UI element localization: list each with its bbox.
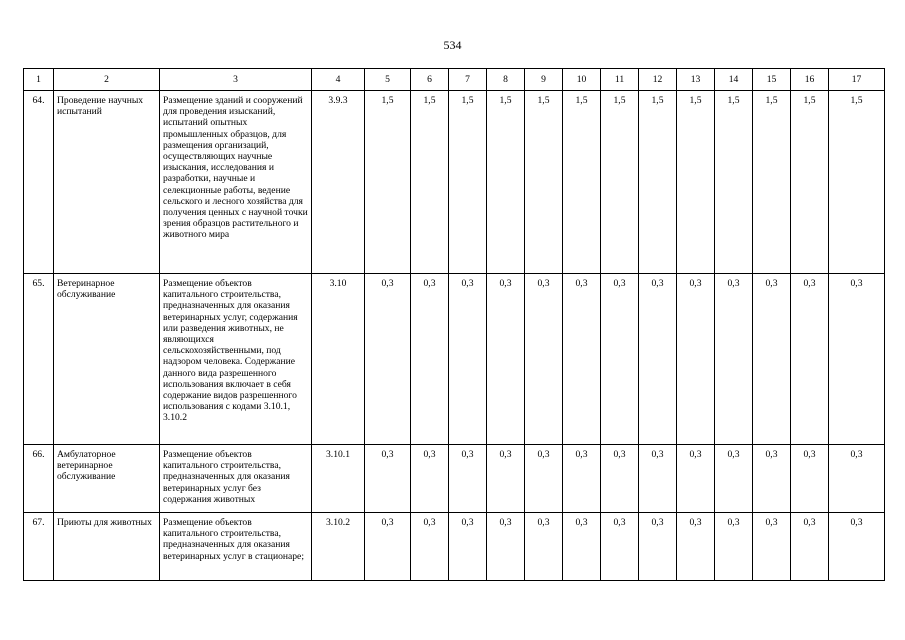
row-number: 64. [24,91,54,274]
value-cell: 0,3 [791,274,829,445]
value-cell: 0,3 [677,445,715,513]
row-number: 65. [24,274,54,445]
use-type-description: Размещение объектов капитального строительства, предназначенных для оказания ветеринарных услуг, содержания или разведения животных, не являющихся сельскохозяйственными, под надзором человека. Содержание данного вида разрешенного использования включает в себя содержание видов разрешенного использования с кодами 3.10.1, 3.10.2 [160,274,312,445]
use-type-name: Проведение научных испытаний [54,91,160,274]
value-cell: 0,3 [639,513,677,581]
column-header: 3 [160,69,312,91]
value-cell: 0,3 [715,274,753,445]
value-cell: 1,5 [601,91,639,274]
page-number: 534 [443,38,462,52]
value-cell: 1,5 [411,91,449,274]
value-cell: 0,3 [411,445,449,513]
column-header: 14 [715,69,753,91]
value-cell: 1,5 [563,91,601,274]
value-cell: 0,3 [829,274,885,445]
value-cell: 0,3 [487,274,525,445]
value-cell: 0,3 [525,513,563,581]
column-header: 16 [791,69,829,91]
column-header: 12 [639,69,677,91]
value-cell: 1,5 [365,91,411,274]
use-type-description: Размещение объектов капитального строительства, предназначенных для оказания ветеринарных услуг в стационаре; [160,513,312,581]
column-header: 8 [487,69,525,91]
value-cell: 0,3 [365,274,411,445]
use-type-code: 3.10.1 [312,445,365,513]
column-header: 13 [677,69,715,91]
value-cell: 0,3 [563,445,601,513]
value-cell: 0,3 [601,274,639,445]
use-type-code: 3.10.2 [312,513,365,581]
value-cell: 1,5 [753,91,791,274]
value-cell: 1,5 [525,91,563,274]
use-type-description: Размещение зданий и сооружений для проведения изысканий, испытаний опытных промышленных образцов, для размещения организаций, осуществляющих научные изыскания, исследования и разработки, научные и селекционные работы, ведение сельского и лесного хозяйства для получения ценных с научной точки зрения образцов растительного и животного мира [160,91,312,274]
use-type-name: Приюты для животных [54,513,160,581]
value-cell: 0,3 [601,513,639,581]
value-cell: 0,3 [449,513,487,581]
value-cell: 0,3 [753,513,791,581]
column-header: 17 [829,69,885,91]
use-type-code: 3.10 [312,274,365,445]
value-cell: 0,3 [411,513,449,581]
use-type-description: Размещение объектов капитального строительства, предназначенных для оказания ветеринарных услуг без содержания животных [160,445,312,513]
table-row [24,274,885,445]
table-header-row [24,69,885,91]
value-cell: 0,3 [715,445,753,513]
value-cell: 1,5 [715,91,753,274]
value-cell: 0,3 [753,274,791,445]
value-cell: 0,3 [677,513,715,581]
value-cell: 1,5 [791,91,829,274]
use-type-name: Ветеринарное обслуживание [54,274,160,445]
column-header: 10 [563,69,601,91]
value-cell: 1,5 [449,91,487,274]
table-row [24,91,885,274]
value-cell: 0,3 [411,274,449,445]
value-cell: 1,5 [639,91,677,274]
value-cell: 1,5 [487,91,525,274]
value-cell: 0,3 [639,274,677,445]
use-type-name: Амбулаторное ветеринарное обслуживание [54,445,160,513]
column-header: 9 [525,69,563,91]
value-cell: 0,3 [601,445,639,513]
value-cell: 0,3 [753,445,791,513]
column-header: 11 [601,69,639,91]
table-row [24,445,885,513]
value-cell: 0,3 [487,513,525,581]
column-header: 6 [411,69,449,91]
value-cell: 0,3 [525,274,563,445]
value-cell: 0,3 [563,513,601,581]
table-row [24,513,885,581]
value-cell: 0,3 [677,274,715,445]
column-header: 1 [24,69,54,91]
value-cell: 1,5 [677,91,715,274]
value-cell: 0,3 [715,513,753,581]
value-cell: 1,5 [829,91,885,274]
use-type-code: 3.9.3 [312,91,365,274]
column-header: 2 [54,69,160,91]
value-cell: 0,3 [365,445,411,513]
column-header: 5 [365,69,411,91]
column-header: 7 [449,69,487,91]
column-header: 15 [753,69,791,91]
value-cell: 0,3 [791,445,829,513]
row-number: 67. [24,513,54,581]
value-cell: 0,3 [449,445,487,513]
value-cell: 0,3 [487,445,525,513]
value-cell: 0,3 [829,445,885,513]
value-cell: 0,3 [639,445,677,513]
value-cell: 0,3 [525,445,563,513]
row-number: 66. [24,445,54,513]
value-cell: 0,3 [365,513,411,581]
value-cell: 0,3 [791,513,829,581]
land-use-table [23,68,885,581]
value-cell: 0,3 [449,274,487,445]
value-cell: 0,3 [563,274,601,445]
column-header: 4 [312,69,365,91]
value-cell: 0,3 [829,513,885,581]
